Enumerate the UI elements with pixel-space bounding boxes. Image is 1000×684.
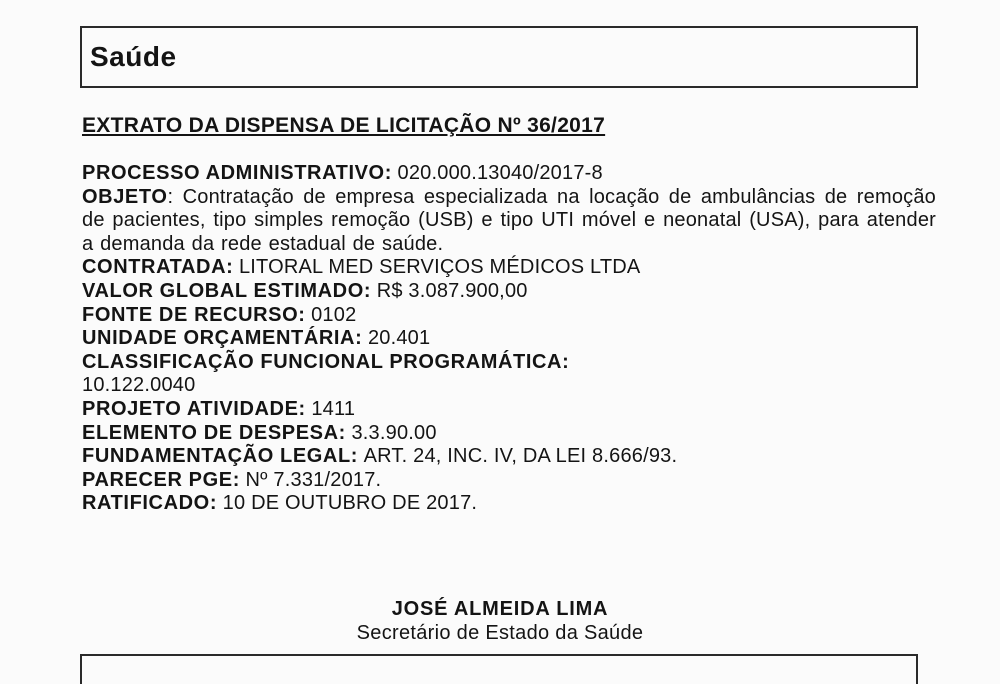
extract-body [82, 162, 936, 516]
field-label: RATIFICADO: [82, 492, 218, 515]
field-classificacao-label [82, 351, 936, 375]
field-value: 10.122.0040 [82, 374, 196, 397]
field-value: R$ 3.087.900,00 [376, 279, 528, 302]
field-processo [82, 162, 936, 186]
field-label: FUNDAMENTAÇÃO LEGAL: [82, 445, 359, 468]
next-section-box [80, 654, 918, 684]
field-fonte [82, 304, 936, 328]
field-label: FONTE DE RECURSO: [82, 303, 306, 326]
field-label: OBJETO [82, 185, 168, 208]
field-label: VALOR GLOBAL ESTIMADO: [82, 279, 372, 302]
field-value: 1411 [311, 397, 356, 420]
signatory-name: JOSÉ ALMEIDA LIMA [391, 598, 609, 620]
field-fundamentacao [82, 445, 822, 469]
field-value: LITORAL MED SERVIÇOS MÉDICOS LTDA [238, 256, 641, 279]
field-valor [82, 280, 936, 304]
field-value: 0102 [311, 303, 357, 326]
field-elemento [82, 422, 936, 446]
field-contratada [82, 256, 936, 280]
field-value: 10 DE OUTUBRO DE 2017. [222, 492, 478, 515]
field-objeto [82, 186, 936, 257]
field-value: Nº 7.331/2017. [245, 468, 382, 491]
field-value: : Contratação de empresa especializada na locação de ambulâncias de remoção de pacientes, tipo simples remoção (USB) e tipo UTI móvel e neonatal (USA), para atender a demanda da rede estadual de saúde. [82, 185, 936, 255]
field-projeto [82, 398, 936, 422]
signatory-role: Secretário de Estado da Saúde [356, 622, 644, 644]
section-header-box [80, 26, 918, 88]
field-value: ART. 24, INC. IV, DA LEI 8.666/93. [363, 445, 678, 468]
field-unidade [82, 327, 936, 351]
field-value: 20.401 [367, 327, 431, 350]
field-label: ELEMENTO DE DESPESA: [82, 421, 346, 444]
field-classificacao-value [82, 374, 936, 398]
field-ratificado [82, 492, 936, 516]
field-label: PARECER PGE: [82, 468, 240, 491]
field-parecer [82, 469, 936, 493]
field-value: 3.3.90.00 [351, 421, 437, 444]
field-label: PROCESSO ADMINISTRATIVO: [82, 162, 392, 184]
field-label: CONTRATADA: [82, 256, 234, 279]
section-title: Saúde [90, 41, 177, 72]
field-label: UNIDADE ORÇAMENTÁRIA: [82, 327, 363, 350]
document-heading: EXTRATO DA DISPENSA DE LICITAÇÃO Nº 36/2017 [82, 114, 606, 137]
field-label: PROJETO ATIVIDADE: [82, 397, 306, 420]
field-label: CLASSIFICAÇÃO FUNCIONAL PROGRAMÁTICA: [82, 350, 570, 373]
field-value: 020.000.13040/2017-8 [397, 162, 603, 184]
